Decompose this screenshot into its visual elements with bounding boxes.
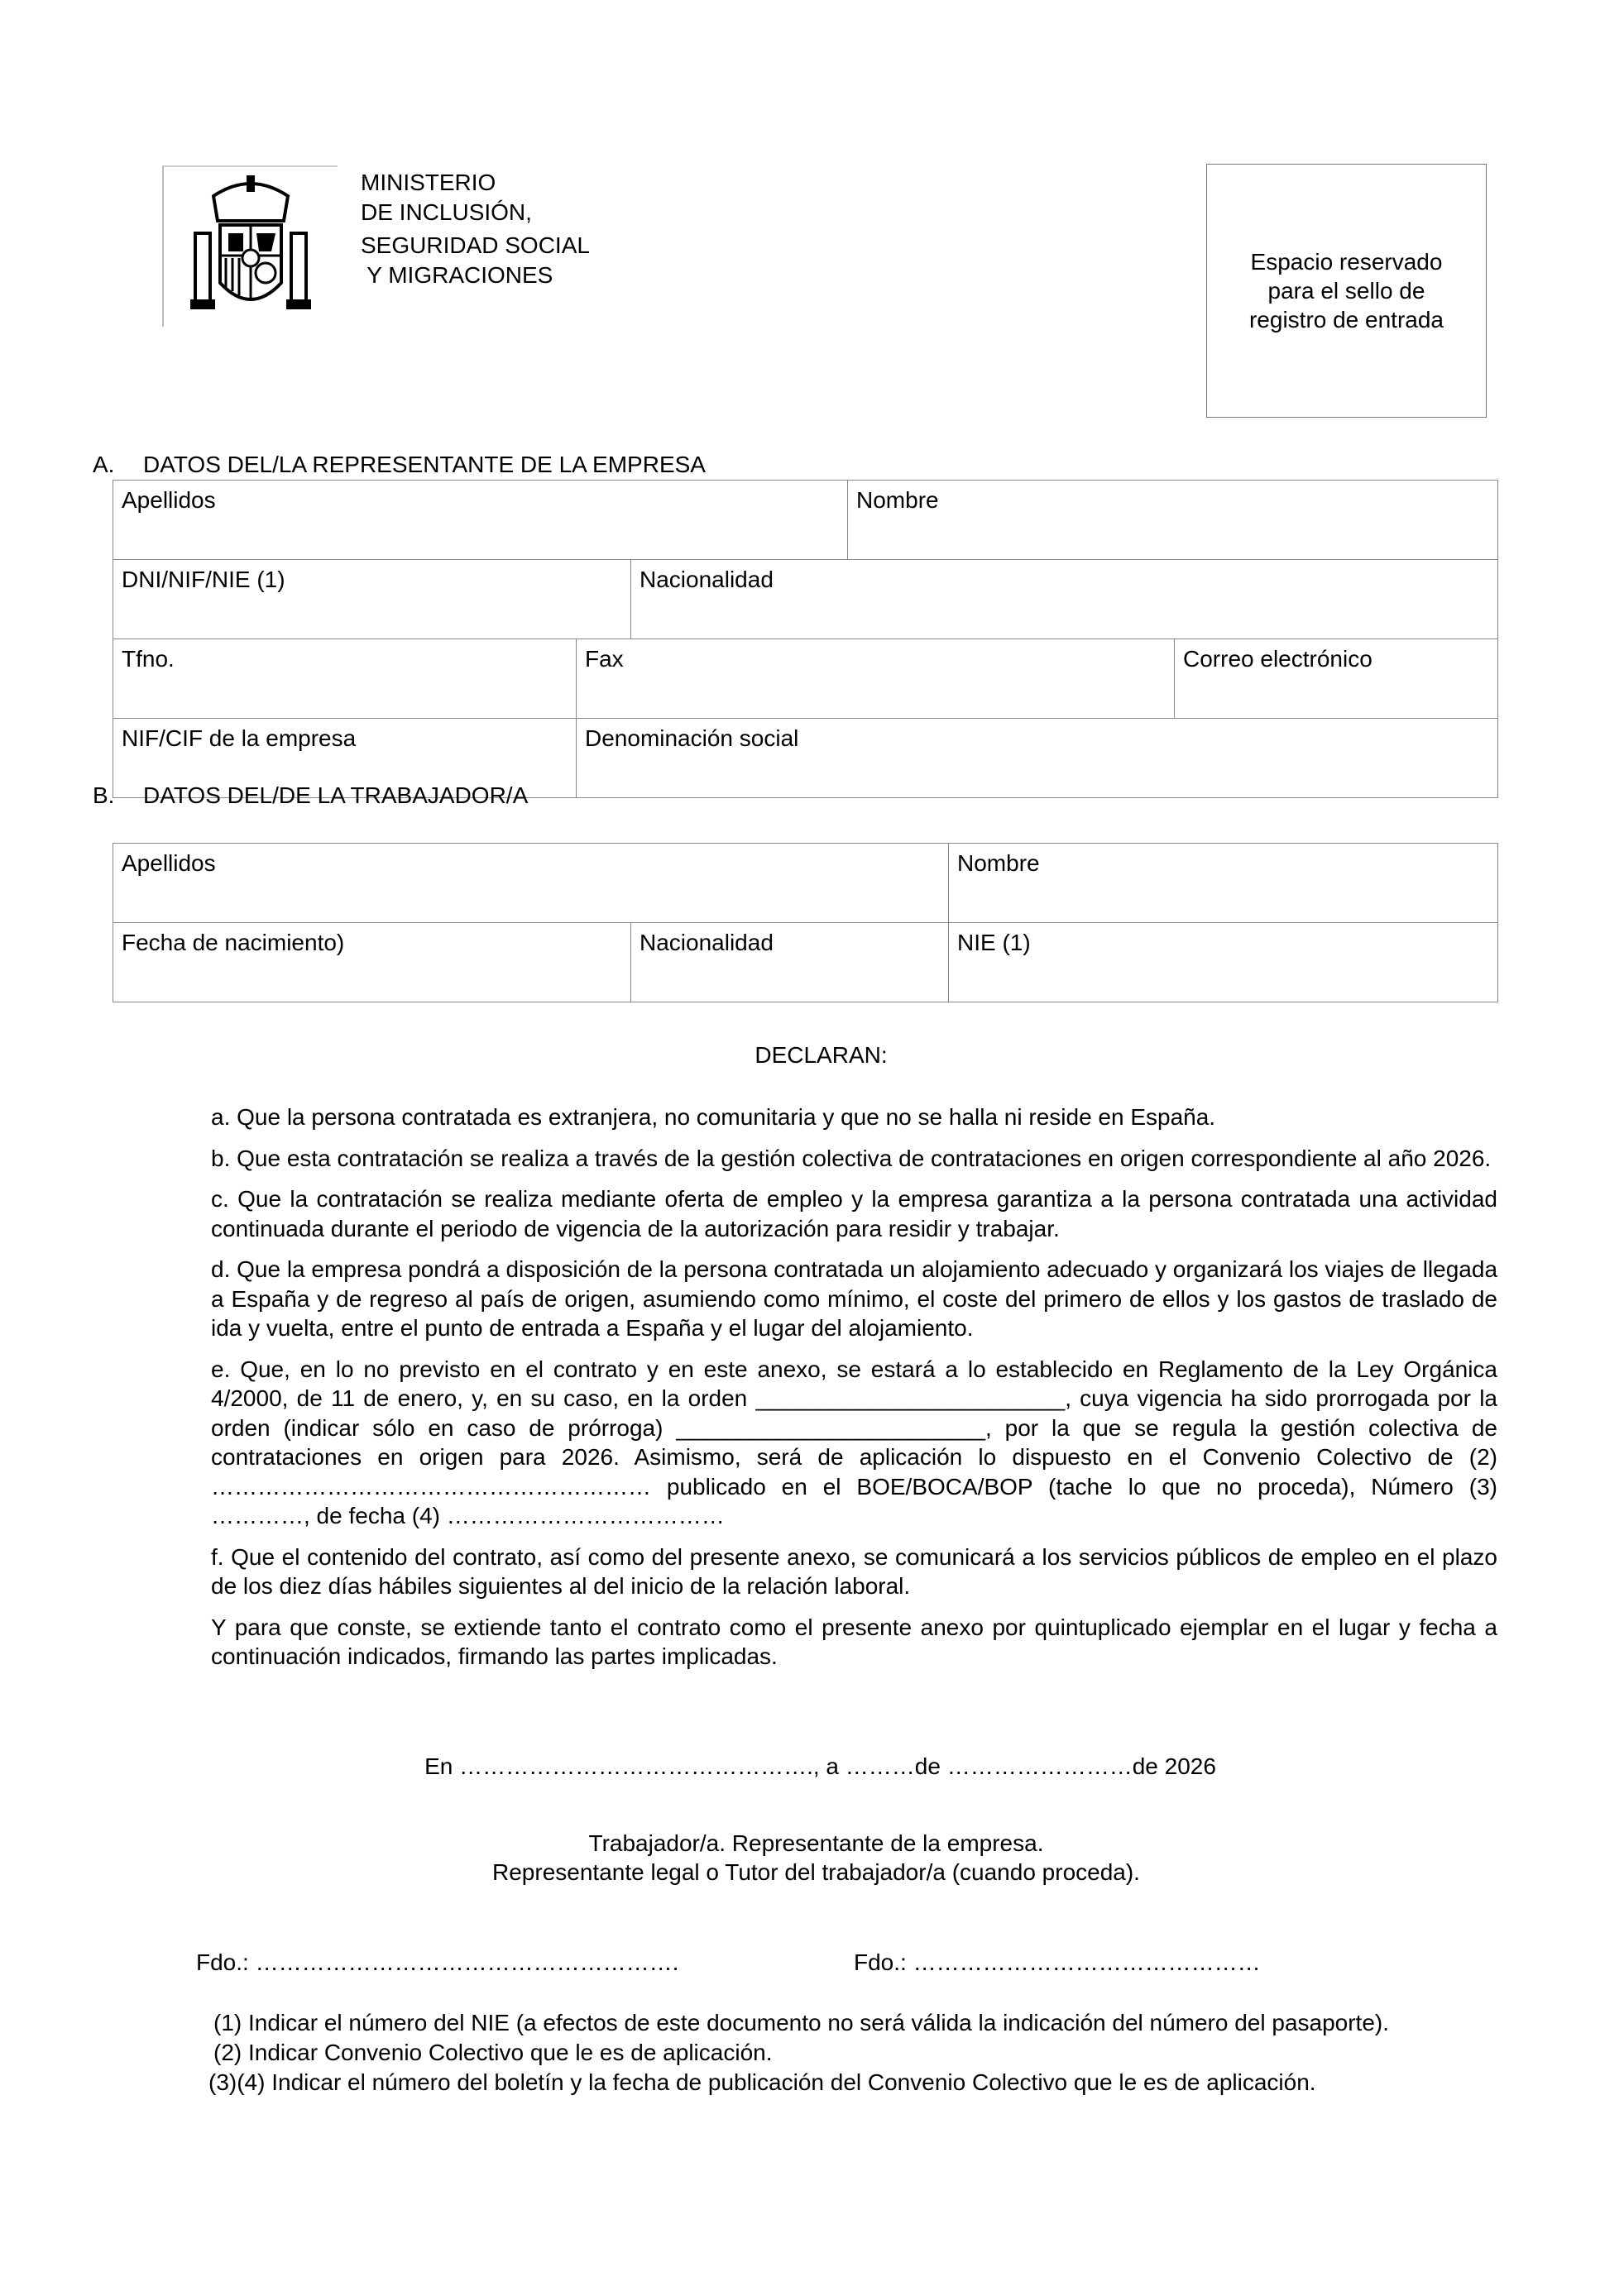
section-letter: B.: [93, 782, 115, 808]
field-worker-apellidos[interactable]: Apellidos: [113, 844, 949, 923]
signature-company[interactable]: Fdo.: ………………………………………: [854, 1949, 1261, 1975]
field-nacionalidad[interactable]: Nacionalidad: [631, 560, 1498, 639]
declaration-list: [211, 1103, 1497, 1683]
ministry-line: DE INCLUSIÓN,: [361, 199, 532, 225]
section-title: DATOS DEL/LA REPRESENTANTE DE LA EMPRESA: [143, 452, 706, 477]
stamp-text: Espacio reservado: [1250, 249, 1443, 275]
ministry-name: [361, 168, 590, 290]
footnote: (1) Indicar el número del NIE (a efectos de este documento no será válida la indicación del número del pasaporte).: [213, 2010, 1390, 2035]
declaration-item: f. Que el contenido del contrato, así como del presente anexo, se comunicará a los servicios públicos de empleo en el plazo de los diez días hábiles siguientes al del inicio de la relación laboral.: [211, 1543, 1497, 1599]
declaration-item: e. Que, en lo no previsto en el contrato y en este anexo, se estará a lo establecido en Reglamento de la Ley Orgánica 4/2000, de 11 de enero, y, en su caso, en la orden ________________________, cuya vigencia ha sido prorrogada por la orden (indicar sólo en caso de prórroga) ________________________, por la que se regula la gestión colectiva de contrataciones en origen para 2026. Asimismo, será de aplicación lo dispuesto en el Convenio Colectivo de (2) ………………………………………………… publicado en el BOE/BOCA/BOP (tache lo que no proceda), Número (3) …………, de fecha (4) ………………………………: [211, 1356, 1497, 1528]
field-dni[interactable]: DNI/NIF/NIE (1): [113, 560, 631, 639]
ministry-line: Y MIGRACIONES: [361, 262, 553, 288]
footnotes: [208, 2008, 1389, 2097]
section-a-heading: [93, 452, 706, 478]
field-worker-nacionalidad[interactable]: Nacionalidad: [631, 923, 949, 1002]
signatory-line: Representante legal o Tutor del trabajador/a (cuando proceda).: [492, 1859, 1140, 1885]
field-nif-empresa[interactable]: NIF/CIF de la empresa: [113, 719, 577, 798]
section-b-heading: [93, 782, 528, 809]
place-date-line[interactable]: En ………………………………………., a ………de ……………………de 2026: [424, 1753, 1216, 1779]
field-nombre[interactable]: Nombre: [848, 481, 1498, 560]
declaration-item: b. Que esta contratación se realiza a través de la gestión colectiva de contrataciones en origen correspondiente al año 2026.: [211, 1145, 1492, 1171]
declaration-item: a. Que la persona contratada es extranjera, no comunitaria y que no se halla ni reside en España.: [211, 1104, 1216, 1130]
declaration-item: d. Que la empresa pondrá a disposición de la persona contratada un alojamiento adecuado y organizará los viajes de llegada a España y de regreso al país de origen, asumiendo como mínimo, el coste del primero de ellos y los gastos de traslado de ida y vuelta, entre el punto de entrada a España y el lugar del alojamiento.: [211, 1256, 1498, 1341]
declaration-title: DECLARAN:: [755, 1042, 888, 1068]
field-fecha-nacimiento[interactable]: Fecha de nacimiento): [113, 923, 631, 1002]
ministry-line: MINISTERIO: [361, 170, 496, 195]
footnote: (2) Indicar Convenio Colectivo que le es de aplicación.: [213, 2040, 773, 2065]
stamp-text: registro de entrada: [1248, 307, 1444, 332]
declaration-item: c. Que la contratación se realiza mediante oferta de empleo y la empresa garantiza a la persona contratada una actividad continuada durante el periodo de vigencia de la autorización para residir y trabajar.: [211, 1186, 1497, 1241]
signatories: [0, 1829, 1624, 1887]
declaration-closing: Y para que conste, se extiende tanto el contrato como el presente anexo por quintuplicado ejemplar en el lugar y fecha a continuación indicados, firmando las partes implicadas.: [211, 1614, 1497, 1669]
field-fax[interactable]: Fax: [577, 639, 1175, 719]
registry-stamp-box: [1206, 164, 1487, 418]
company-representative-table: [113, 480, 1498, 798]
section-letter: A.: [93, 452, 115, 477]
logo-frame: [162, 165, 338, 327]
worker-table: [113, 843, 1498, 1002]
field-worker-nombre[interactable]: Nombre: [949, 844, 1498, 923]
field-denominacion[interactable]: Denominación social: [577, 719, 1498, 798]
footnote: (3)(4) Indicar el número del boletín y la fecha de publicación del Convenio Colectivo que le es de aplicación.: [208, 2069, 1316, 2095]
signature-worker[interactable]: Fdo.: ……………………………………………….: [196, 1949, 679, 1975]
stamp-text: para el sello de: [1267, 278, 1425, 304]
signatory-line: Trabajador/a. Representante de la empresa.: [588, 1830, 1044, 1856]
field-apellidos[interactable]: Apellidos: [113, 481, 848, 560]
field-nie[interactable]: NIE (1): [949, 923, 1498, 1002]
field-tfno[interactable]: Tfno.: [113, 639, 577, 719]
section-title: DATOS DEL/DE LA TRABAJADOR/A: [143, 782, 529, 808]
coat-of-arms-icon: [180, 175, 321, 316]
field-correo[interactable]: Correo electrónico: [1175, 639, 1498, 719]
ministry-line: SEGURIDAD SOCIAL: [361, 232, 590, 258]
